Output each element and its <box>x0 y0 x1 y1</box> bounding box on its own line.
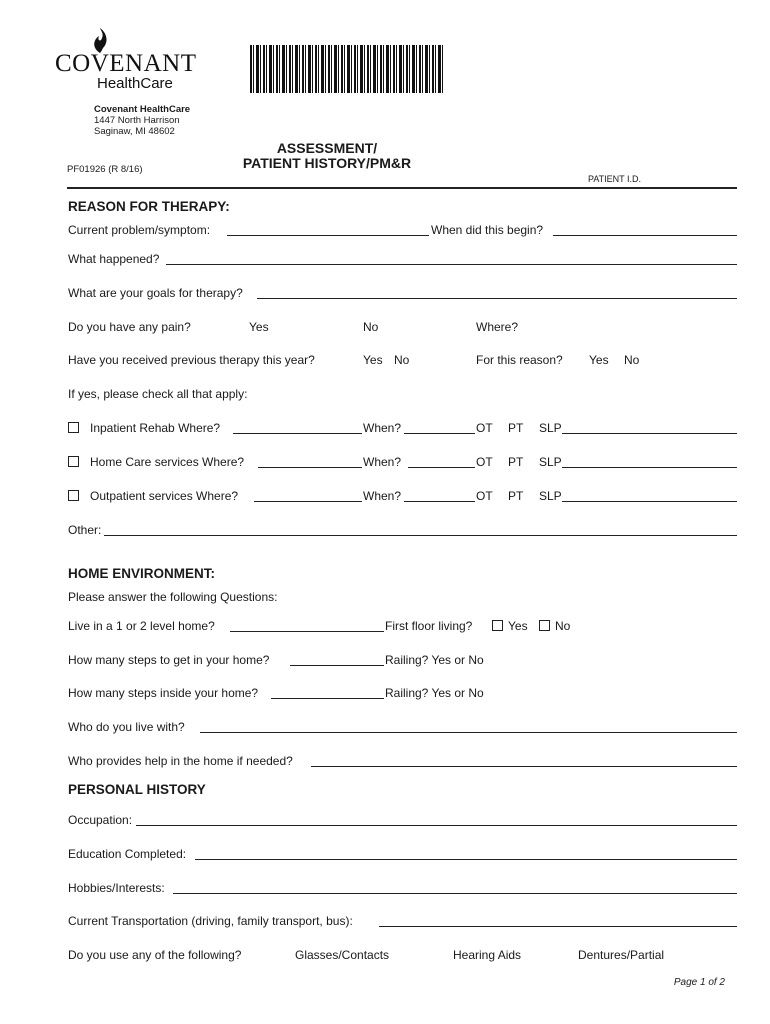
label-steps-in: How many steps to get in your home? <box>68 653 270 667</box>
field-inpatient-where[interactable] <box>233 433 362 434</box>
option-inpatient-pt[interactable]: PT <box>508 421 524 435</box>
option-outpatient-ot[interactable]: OT <box>476 489 493 503</box>
page-number: Page 1 of 2 <box>673 977 725 988</box>
label-homecare-when: When? <box>363 455 402 469</box>
checkbox-inpatient[interactable] <box>68 421 79 435</box>
option-homecare-slp[interactable]: SLP <box>539 455 562 469</box>
label-home-instruction: Please answer the following Questions: <box>68 590 278 604</box>
label-help: Who provides help in the home if needed? <box>68 754 293 768</box>
option-prev-no[interactable]: No <box>394 353 410 367</box>
field-homecare-when[interactable] <box>408 467 475 468</box>
label-transport: Current Transportation (driving, family transport, bus): <box>68 914 353 928</box>
section-heading-home: HOME ENVIRONMENT: <box>68 566 216 581</box>
logo-wordmark: COVENANT <box>55 50 197 77</box>
logo-subtitle: HealthCare <box>97 75 173 92</box>
label-pain-where: Where? <box>476 320 519 334</box>
option-reason-no[interactable]: No <box>624 353 640 367</box>
field-homecare-where[interactable] <box>258 467 362 468</box>
checkbox-icon[interactable] <box>68 422 79 433</box>
label-railing-in: Railing? Yes or No <box>385 653 484 667</box>
label-what-happened: What happened? <box>68 252 160 266</box>
field-help[interactable] <box>311 766 737 767</box>
field-goals[interactable] <box>257 298 737 299</box>
label-outpatient: Outpatient services Where? <box>90 489 239 503</box>
field-steps-in[interactable] <box>290 665 384 666</box>
label-inpatient: Inpatient Rehab Where? <box>90 421 221 435</box>
checkbox-first-floor-yes[interactable] <box>492 619 503 633</box>
section-heading-reason: REASON FOR THERAPY: <box>68 199 230 214</box>
option-outpatient-pt[interactable]: PT <box>508 489 524 503</box>
option-inpatient-slp[interactable]: SLP <box>539 421 562 435</box>
checkbox-outpatient[interactable] <box>68 489 79 503</box>
field-level-home[interactable] <box>230 631 384 632</box>
patient-id-label: PATIENT I.D. <box>588 174 642 184</box>
label-use-following: Do you use any of the following? <box>68 948 242 962</box>
field-steps-inside[interactable] <box>271 698 384 699</box>
label-homecare: Home Care services Where? <box>90 455 245 469</box>
field-education[interactable] <box>195 859 737 860</box>
field-what-happened[interactable] <box>166 264 737 265</box>
section-heading-personal: PERSONAL HISTORY <box>68 782 206 797</box>
field-live-with[interactable] <box>200 732 737 733</box>
field-current-problem[interactable] <box>227 235 429 236</box>
field-occupation[interactable] <box>136 825 737 826</box>
checkbox-icon[interactable] <box>68 490 79 501</box>
label-first-floor-no: No <box>555 619 571 633</box>
option-homecare-pt[interactable]: PT <box>508 455 524 469</box>
label-for-reason: For this reason? <box>476 353 563 367</box>
label-steps-inside: How many steps inside your home? <box>68 686 259 700</box>
option-inpatient-ot[interactable]: OT <box>476 421 493 435</box>
field-transport[interactable] <box>379 926 737 927</box>
option-hearing-aids[interactable]: Hearing Aids <box>453 948 522 962</box>
field-outpatient-slp[interactable] <box>562 501 737 502</box>
label-previous-therapy: Have you received previous therapy this year? <box>68 353 315 367</box>
checkbox-homecare[interactable] <box>68 455 79 469</box>
form-number: PF01926 (R 8/16) <box>67 164 143 175</box>
option-pain-no[interactable]: No <box>363 320 379 334</box>
option-glasses[interactable]: Glasses/Contacts <box>295 948 390 962</box>
option-pain-yes[interactable]: Yes <box>249 320 269 334</box>
form-title-line2: PATIENT HISTORY/PM&R <box>242 155 412 171</box>
header-divider <box>67 187 737 189</box>
checkbox-icon[interactable] <box>68 456 79 467</box>
label-goals: What are your goals for therapy? <box>68 286 243 300</box>
label-inpatient-when: When? <box>363 421 402 435</box>
field-outpatient-when[interactable] <box>404 501 475 502</box>
checkbox-first-floor-no[interactable] <box>539 619 550 633</box>
label-pain: Do you have any pain? <box>68 320 191 334</box>
field-hobbies[interactable] <box>173 893 737 894</box>
org-address-line2: Saginaw, MI 48602 <box>94 126 175 137</box>
label-railing-inside: Railing? Yes or No <box>385 686 484 700</box>
label-hobbies: Hobbies/Interests: <box>68 881 165 895</box>
barcode <box>250 45 444 93</box>
label-occupation: Occupation: <box>68 813 133 827</box>
checkbox-icon[interactable] <box>539 620 550 631</box>
label-first-floor-yes: Yes <box>508 619 528 633</box>
field-outpatient-where[interactable] <box>254 501 362 502</box>
label-level-home: Live in a 1 or 2 level home? <box>68 619 215 633</box>
checkbox-icon[interactable] <box>492 620 503 631</box>
field-other[interactable] <box>104 535 737 536</box>
option-outpatient-slp[interactable]: SLP <box>539 489 562 503</box>
field-inpatient-slp[interactable] <box>562 433 737 434</box>
form-title-line1: ASSESSMENT/ <box>276 140 378 156</box>
option-dentures[interactable]: Dentures/Partial <box>578 948 665 962</box>
option-reason-yes[interactable]: Yes <box>589 353 609 367</box>
option-prev-yes[interactable]: Yes <box>363 353 383 367</box>
label-education: Education Completed: <box>68 847 187 861</box>
label-other: Other: <box>68 523 102 537</box>
org-address-line1: 1447 North Harrison <box>94 115 180 126</box>
label-first-floor: First floor living? <box>385 619 473 633</box>
label-when-begin: When did this begin? <box>431 223 544 237</box>
label-current-problem: Current problem/symptom: <box>68 223 211 237</box>
label-outpatient-when: When? <box>363 489 402 503</box>
field-inpatient-when[interactable] <box>404 433 475 434</box>
option-homecare-ot[interactable]: OT <box>476 455 493 469</box>
label-live-with: Who do you live with? <box>68 720 185 734</box>
field-when-begin[interactable] <box>553 235 737 236</box>
org-name: Covenant HealthCare <box>94 104 191 115</box>
field-homecare-slp[interactable] <box>562 467 737 468</box>
label-check-all: If yes, please check all that apply: <box>68 387 248 401</box>
